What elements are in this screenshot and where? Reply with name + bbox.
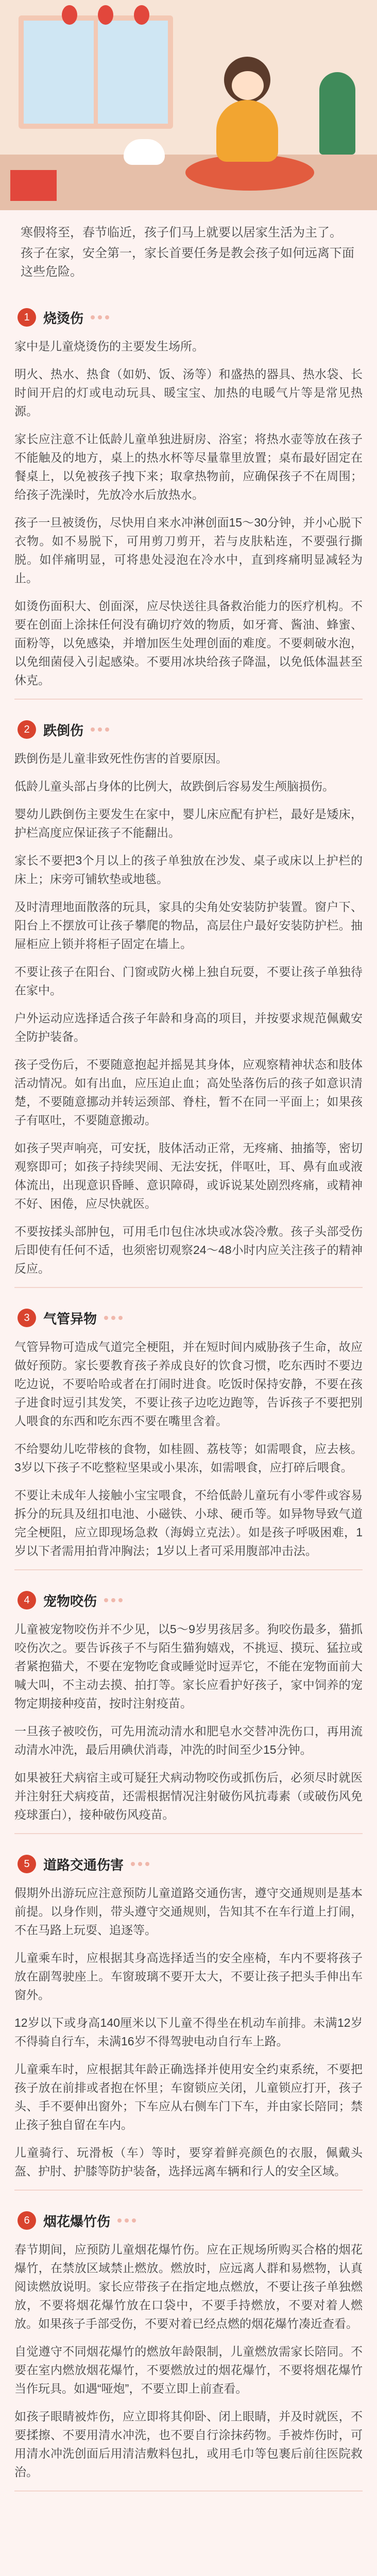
section-number-badge: 4 bbox=[18, 1591, 36, 1609]
section-4 bbox=[0, 1570, 377, 1834]
paragraph: 假期外出游玩应注意预防儿童道路交通伤害，遵守交通规则是基本前提。以身作则，带头遵守交通规则，告知其不在车行道上打闹，不在马路上玩耍、追逐等。 bbox=[14, 1886, 363, 1937]
hero-illustration bbox=[0, 0, 377, 210]
section-header bbox=[14, 1303, 363, 1332]
paragraph: 户外运动应选择适合孩子年龄和身高的项目，并按要求规范佩戴安全防护装备。 bbox=[14, 1011, 363, 1043]
section-3 bbox=[0, 1288, 377, 1570]
paragraph: 明火、热水、热食（如奶、饭、汤等）和盛热的器具、热水袋、长时间开启的灯或电动玩具、暖宝宝、加热的电暖气片等是常见热源。 bbox=[14, 367, 363, 418]
paragraph: 跌倒伤是儿童非致死性伤害的首要原因。 bbox=[14, 752, 228, 765]
paragraph: 如孩子眼睛被炸伤，应立即将其仰卧、闭上眼睛，并及时就医，不要揉擦、不要用清水冲洗，也不要自行涂抹药物。手被炸伤时，可用清水冲洗创面后用清洁敷料包扎，或用毛巾等包裹后前往医院救治。 bbox=[14, 2410, 363, 2479]
paragraph: 儿童乘车时，应根据其身高选择适当的安全座椅，车内不要将孩子放在副驾驶座上。车窗玻璃不要开太大，不要让孩子把头手伸出车窗外。 bbox=[14, 1951, 363, 2002]
section-header bbox=[14, 1586, 363, 1615]
section-5 bbox=[0, 1834, 377, 2191]
section-number-badge: 6 bbox=[18, 2211, 36, 2230]
hero-child bbox=[206, 57, 288, 160]
paragraph: 春节期间，应预防儿童烟花爆竹伤。应在正规场所购买合格的烟花爆竹，在禁放区域禁止燃放。燃放时，应远离人群和易燃物，认真阅读燃放说明。家长应带孩子在指定地点燃放，不要让孩子单独燃放，不要将烟花爆竹放在口袋中，不要手持燃放，不要对着人燃放。如果孩子手部受伤，不要对着已经点燃的烟花爆竹凑近查看。 bbox=[14, 2243, 363, 2330]
lantern-icon bbox=[62, 5, 77, 25]
paragraph: 孩子一旦被烫伤，尽快用自来水冲淋创面15～30分钟，并小心脱下衣物。如不易脱下，可用剪刀剪开，若与皮肤粘连，不要强行撕脱。如伴痛明显，可将患处浸泡在冷水中，直到疼痛明显减轻为止。 bbox=[14, 516, 363, 585]
paragraph: 自觉遵守不同烟花爆竹的燃放年龄限制，儿童燃放需家长陪同。不要在室内燃放烟花爆竹，不要燃放过的烟花爆竹，不要将烟花爆竹当作玩具。如遇“哑炮”，不要立即上前查看。 bbox=[14, 2345, 363, 2395]
intro-line: 寒假将至，春节临近，孩子们马上就要以居家生活为主了。 bbox=[21, 226, 342, 240]
section-title: 道路交通伤害 bbox=[43, 1857, 124, 1873]
section-number-badge: 5 bbox=[18, 1855, 36, 1873]
section-header bbox=[14, 2206, 363, 2235]
hero-cat bbox=[124, 139, 165, 165]
section-divider bbox=[14, 2490, 363, 2492]
section-number-badge: 3 bbox=[18, 1309, 36, 1327]
section-header bbox=[14, 715, 363, 744]
hero-window bbox=[19, 15, 173, 129]
section-title: 宠物咬伤 bbox=[43, 1593, 97, 1609]
paragraph: 儿童被宠物咬伤并不少见，以5～9岁男孩居多。狗咬伤最多，猫抓咬伤次之。要告诉孩子不与陌生猫狗嬉戏，不挑逗、摸玩、猛拉或者紧抱猫犬，不要在宠物吃食或睡觉时逗弄它，不能在宠物面前大喊大叫，不主动去摸、拍打等。家长应看护好孩子，家中饲养的宠物定期接种疫苗，按时注射疫苗。 bbox=[14, 1622, 363, 1710]
section-number-badge: 1 bbox=[18, 308, 36, 327]
section-header bbox=[14, 1850, 363, 1878]
section-2 bbox=[0, 700, 377, 1288]
paragraph: 如果被狂犬病宿主或可疑狂犬病动物咬伤或抓伤后，必须尽时就医并注射狂犬病疫苗，还需根据情况注射破伤风抗毒素（或破伤风免疫球蛋白），接种破伤风疫苗。 bbox=[14, 1771, 363, 1821]
paragraph: 低龄儿童头部占身体的比例大，故跌倒后容易发生颅脑损伤。 bbox=[14, 779, 334, 793]
section-body bbox=[14, 749, 363, 1278]
section-body bbox=[14, 1884, 363, 2180]
section-body bbox=[14, 1620, 363, 1824]
section-body bbox=[14, 2240, 363, 2481]
decoration-dots-icon bbox=[91, 727, 109, 732]
paragraph: 不给婴幼儿吃带核的食物，如桂圆、荔枝等；如需喂食，应去核。3岁以下孩子不吃整粒坚果或小果冻，如需喂食，应打碎后喂食。 bbox=[14, 1442, 363, 1474]
paragraph: 如孩子哭声响亮，可安抚，肢体活动正常，无疼痛、抽搐等，密切观察即可；如孩子持续哭闹、无法安抚，伴呕吐，耳、鼻有血或液体流出，出现意识昏睡、意识障碍，或诉说某处剧烈疼痛，或精神不好、困倦，应尽快就医。 bbox=[14, 1141, 363, 1210]
intro bbox=[0, 210, 377, 287]
paragraph: 一旦孩子被咬伤，可先用流动清水和肥皂水交替冲洗伤口，再用流动清水冲洗，最后用碘伏消毒，冲洗的时间至少15分钟。 bbox=[14, 1724, 363, 1756]
paragraph: 不要让孩子在阳台、门窗或防火梯上独自玩耍，不要让孩子单独待在家中。 bbox=[14, 965, 363, 997]
paragraph: 家长不要把3个月以上的孩子单独放在沙发、桌子或床以上护栏的床上；床旁可铺软垫或地毯。 bbox=[14, 854, 363, 886]
paragraph: 孩子受伤后，不要随意抱起并摇晃其身体，应观察精神状态和肢体活动情况。如有出血，应压迫止血；高处坠落伤后的孩子如意识清楚，不要随意挪动并转运颈部、脊柱，暂不在同一平面上；如果孩子有呕吐，不要随意搬动。 bbox=[14, 1058, 363, 1127]
hero-gifts bbox=[10, 170, 57, 201]
section-1 bbox=[0, 287, 377, 700]
lantern-icon bbox=[98, 5, 113, 25]
section-title: 烧烫伤 bbox=[43, 310, 84, 326]
section-6 bbox=[0, 2191, 377, 2492]
section-body bbox=[14, 1337, 363, 1560]
sections-container bbox=[0, 287, 377, 2492]
decoration-dots-icon bbox=[104, 1316, 123, 1320]
paragraph: 气管异物可造成气道完全梗阻，并在短时间内威胁孩子生命，故应做好预防。家长要教育孩子养成良好的饮食习惯，吃东西时不要边吃边说，不要哈哈或者在打闹时进食。吃饭时保持安静，不要在孩子进食时逗引其发笑，不要让孩子边吃边跑等，告诉孩子不要把别人喂食的东西和吃东西不要在嘴里含着。 bbox=[14, 1340, 363, 1428]
paragraph: 儿童骑行、玩滑板（车）等时，要穿着鲜亮颜色的衣服，佩戴头盔、护肘、护膝等防护装备，选择远离车辆和行人的安全区域。 bbox=[14, 2146, 363, 2178]
section-title: 烟花爆竹伤 bbox=[43, 2213, 111, 2229]
hero-plant bbox=[319, 72, 355, 155]
paragraph: 家中是儿童烧烫伤的主要发生场所。 bbox=[14, 340, 204, 353]
decoration-dots-icon bbox=[104, 1598, 123, 1602]
paragraph: 12岁以下或身高140厘米以下儿童不得坐在机动车前排。未满12岁不得骑自行车，未满16岁不得驾驶电动自行车上路。 bbox=[14, 2016, 363, 2048]
paragraph: 儿童乘车时，应根据其年龄正确选择并使用安全约束系统，不要把孩子放在前排或者抱在怀里；车窗锁应关闭，儿童锁应打开，孩子头、手不要伸出窗外；下车应从右侧车门下车，并由家长陪同；禁止孩子独自留在车内。 bbox=[14, 2062, 363, 2131]
section-number-badge: 2 bbox=[18, 720, 36, 739]
decoration-dots-icon bbox=[91, 315, 109, 319]
intro-line: 孩子在家，安全第一，家长首要任务是教会孩子如何远离下面这些危险。 bbox=[21, 246, 354, 279]
decoration-dots-icon bbox=[117, 2218, 136, 2223]
paragraph: 家长应注意不让低龄儿童单独进厨房、浴室；将热水壶等放在孩子不能触及的地方，桌上的热水杯等尽量靠里放置；桌布最好固定在餐桌上，以免被孩子拽下来；取拿热物前，应确保孩子不在周围；给孩子洗澡时，先放冷水后放热水。 bbox=[14, 432, 363, 501]
paragraph: 不要按揉头部肿包，可用毛巾包住冰块或冰袋冷敷。孩子头部受伤后即使有任何不适，也须密切观察24～48小时内应关注孩子的精神反应。 bbox=[14, 1225, 363, 1275]
section-body bbox=[14, 337, 363, 689]
paragraph: 及时清理地面散落的玩具，家具的尖角处安装防护装置。窗户下、阳台上不摆放可让孩子攀爬的物品，高层住户最好安装防护栏。抽屉柜应上锁并将柜子固定在墙上。 bbox=[14, 900, 363, 951]
decoration-dots-icon bbox=[131, 1862, 149, 1866]
section-title: 跌倒伤 bbox=[43, 722, 84, 738]
section-title: 气管异物 bbox=[43, 1311, 97, 1327]
section-header bbox=[14, 303, 363, 332]
paragraph: 不要让未成年人接触小宝宝喂食，不给低龄儿童玩有小零件或容易拆分的玩具及纽扣电池、小磁铁、小球、硬币等。如异物导致气道完全梗阻，应立即现场急救（海姆立克法）。如是孩子呼吸困难，1岁以下者需用拍背冲胸法；1岁以上者可采用腹部冲击法。 bbox=[14, 1488, 363, 1557]
paragraph: 婴幼儿跌倒伤主要发生在家中，婴儿床应配有护栏，最好是矮床，护栏高度应保证孩子不能翻出。 bbox=[14, 807, 363, 839]
lantern-icon bbox=[134, 5, 149, 25]
paragraph: 如烫伤面积大、创面深，应尽快送往具备救治能力的医疗机构。不要在创面上涂抹任何没有确切疗效的物质，如牙膏、酱油、蜂蜜、面粉等，以免感染，并增加医生处理创面的难度。不要刺破水泡，以免细菌侵入引起感染。不要用冰块给孩子降温，以免低体温甚至休克。 bbox=[14, 599, 363, 687]
